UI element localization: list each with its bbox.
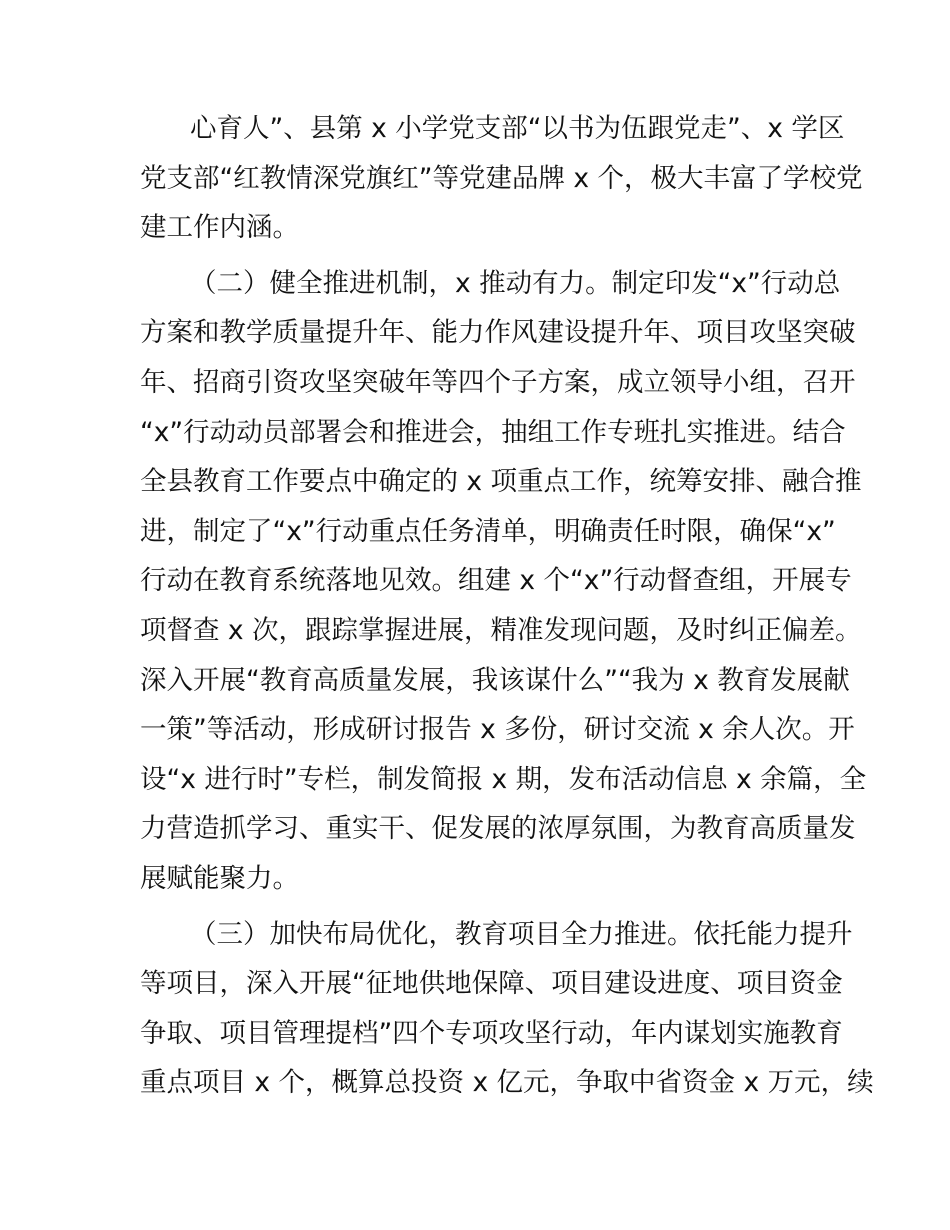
paragraph-1-line-3: 建工作内涵。 <box>140 212 299 244</box>
paragraph-2-line-5: 全县教育工作要点中确定的 x 项重点工作，统筹安排、融合推 <box>140 466 862 498</box>
paragraph-1-line-1: 心育人”、县第 x 小学党支部“以书为伍跟党走”、x 学区 <box>190 113 845 144</box>
paragraph-2-line-6: 进，制定了“x”行动重点任务清单，明确责任时限，确保“x” <box>140 515 836 547</box>
paragraph-3-line-2: 等项目，深入开展“征地供地保障、项目建设进度、项目资金 <box>140 968 843 1000</box>
paragraph-2-line-10: 一策”等活动，形成研讨报告 x 多份，研讨交流 x 余人次。开 <box>140 714 855 746</box>
paragraph-3-line-4: 重点项目 x 个，概算总投资 x 亿元，争取中省资金 x 万元，续 <box>140 1067 874 1099</box>
paragraph-1-line-2: 党支部“红教情深党旗红”等党建品牌 x 个，极大丰富了学校党 <box>140 162 863 194</box>
paragraph-2-line-11: 设“x 进行时”专栏，制发简报 x 期，发布活动信息 x 余篇，全 <box>140 763 867 795</box>
body-text <box>140 104 874 1108</box>
paragraph-2-line-12: 力营造抓学习、重实干、促发展的浓厚氛围，为教育高质量发 <box>140 813 856 845</box>
paragraph-2-line-9: 深入开展“教育高质量发展，我该谋什么”“我为 x 教育发展献 <box>140 664 850 696</box>
paragraph-2-line-3: 年、招商引资攻坚突破年等四个子方案，成立领导小组，召开 <box>140 366 856 398</box>
paragraph-2-line-8: 项督查 x 次，跟踪掌握进展，精准发现问题，及时纠正偏差。 <box>140 614 862 646</box>
paragraph-2-line-4: “x”行动动员部署会和推进会，抽组工作专班扎实推进。结合 <box>140 416 846 448</box>
paragraph-3-line-1: （三）加快布局优化，教育项目全力推进。依托能力提升 <box>190 918 853 950</box>
paragraph-2-line-13: 展赋能聚力。 <box>140 862 299 894</box>
paragraph-2-line-7: 行动在教育系统落地见效。组建 x 个“x”行动督查组，开展专 <box>140 565 852 597</box>
paragraph-2-line-2: 方案和教学质量提升年、能力作风建设提升年、项目攻坚突破 <box>140 317 856 349</box>
paragraph-3-line-3: 争取、项目管理提档”四个专项攻坚行动，年内谋划实施教育 <box>140 1017 843 1049</box>
paragraph-2-line-1: （二）健全推进机制，x 推动有力。制定印发“x”行动总 <box>190 267 841 299</box>
